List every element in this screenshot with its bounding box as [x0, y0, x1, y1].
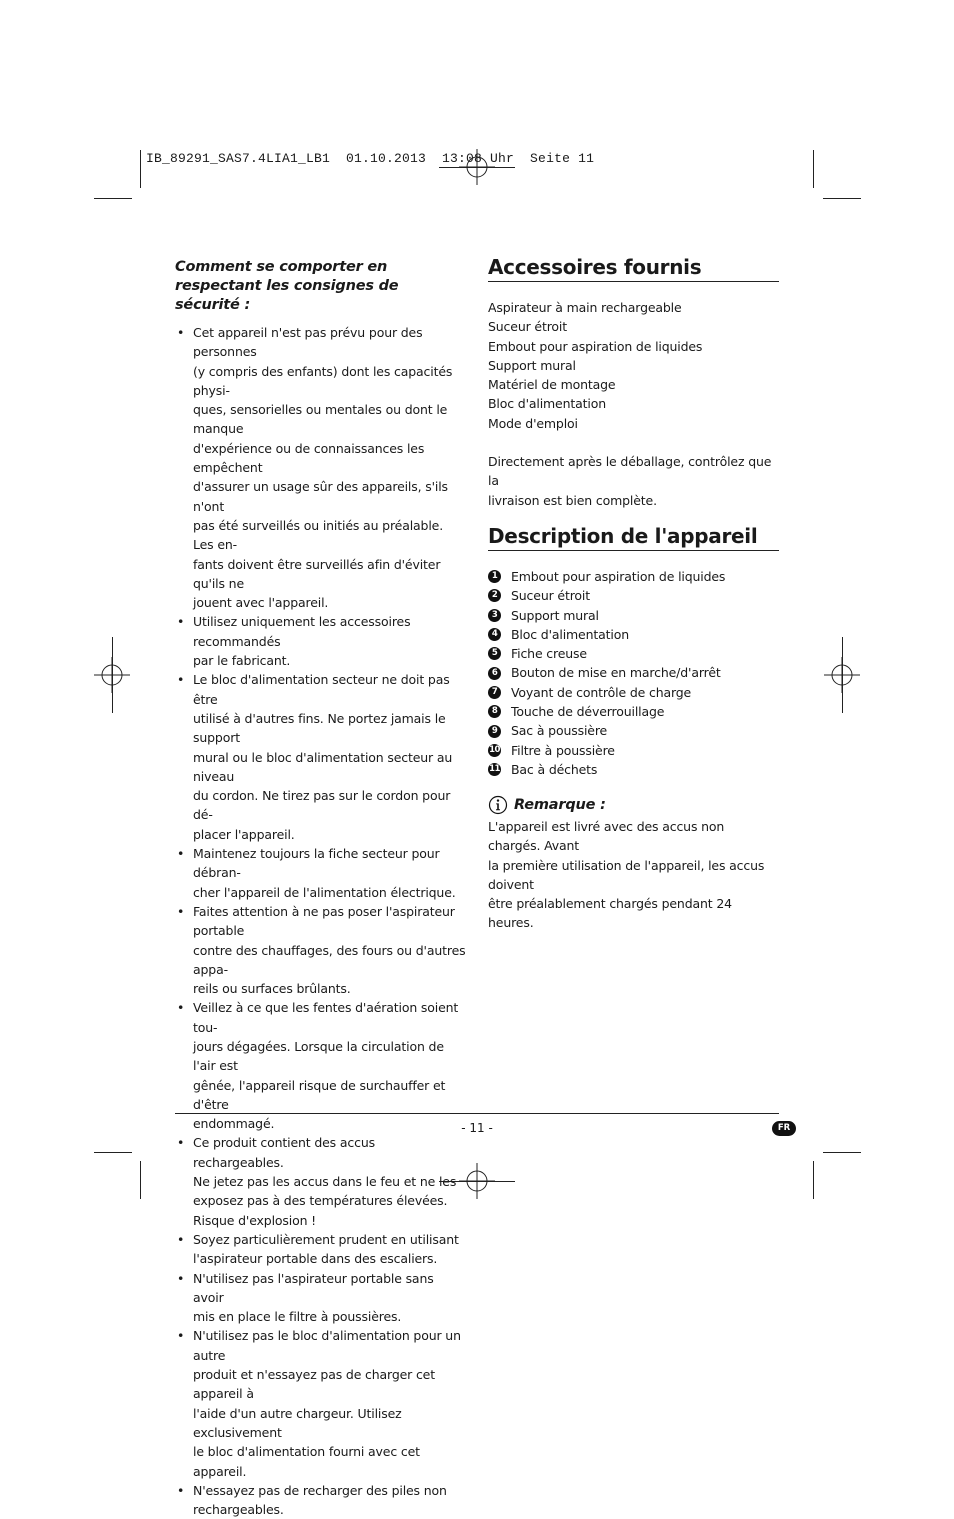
- registration-mark-right: [824, 657, 860, 693]
- list-item: [488, 741, 779, 760]
- list-item: [488, 625, 779, 644]
- number-badge: 7: [488, 686, 501, 699]
- list-item: [488, 702, 779, 721]
- list-item: • N'utilisez pas le bloc d'alimentation pour un autre produit et n'essayez pas de charger cet appareil à l'aide d'un autre chargeur. Utilisez exclusivement le bloc d'alimentation fourni avec cet appareil.: [175, 1326, 467, 1480]
- part-label: Embout pour aspiration de liquides: [511, 569, 726, 584]
- list-item: [488, 663, 779, 682]
- list-item: [488, 644, 779, 663]
- part-label: Filtre à poussière: [511, 742, 615, 758]
- list-item: [488, 567, 779, 586]
- part-label: Voyant de contrôle de charge: [511, 684, 692, 700]
- description-list: [488, 567, 779, 779]
- list-item: • Soyez particulièrement prudent en utilisant l'aspirateur portable dans des escaliers.: [175, 1230, 467, 1269]
- list-item: [488, 606, 779, 625]
- description-title: Description de l'appareil: [488, 523, 779, 551]
- list-item: Suceur étroit: [488, 319, 567, 335]
- list-item: Matériel de montage: [488, 377, 616, 393]
- list-item: Embout pour aspiration de liquides: [488, 338, 703, 354]
- part-label: Bloc d'alimentation: [511, 626, 629, 642]
- number-badge: 6: [488, 667, 501, 680]
- list-item: • Ce produit contient des accus rechargeables. Ne jetez pas les accus dans le feu et ne les exposez pas à des températures élevées. Risque d'explosion !: [175, 1133, 467, 1229]
- list-item: • Le bloc d'alimentation secteur ne doit pas être utilisé à d'autres fins. Ne portez jamais le support mural ou le bloc d'alimentation secteur au niveau du cordon. Ne tirez pas sur le cordon pour dé- placer l'appareil.: [175, 670, 467, 844]
- list-item: [488, 683, 779, 702]
- registration-mark-left: [94, 657, 130, 693]
- list-item: • N'utilisez pas l'aspirateur portable sans avoir mis en place le filtre à poussières.: [175, 1269, 467, 1327]
- crop-mark: [94, 198, 132, 199]
- number-badge: 9: [488, 725, 501, 738]
- accessories-section: [488, 254, 779, 510]
- safety-section: [175, 258, 467, 1519]
- safety-list: [175, 323, 467, 1519]
- part-label: Sac à poussière: [511, 723, 608, 739]
- footer-rule: [175, 1113, 779, 1114]
- remark-title: Remarque :: [514, 797, 606, 813]
- list-item: Mode d'emploi: [488, 415, 578, 431]
- remark-section: [488, 795, 779, 933]
- crop-mark: [813, 150, 814, 188]
- part-label: Suceur étroit: [511, 588, 590, 604]
- part-label: Bac à déchets: [511, 761, 598, 777]
- description-section: [488, 523, 779, 779]
- print-header: IB_89291_SAS7.4LIA1_LB1 01.10.2013 13:08 Uhr Seite 11: [146, 151, 595, 166]
- number-badge: 5: [488, 647, 501, 660]
- part-label: Support mural: [511, 607, 599, 623]
- list-item: [488, 721, 779, 740]
- crop-mark: [813, 1161, 814, 1199]
- remark-text: L'appareil est livré avec des accus non chargés. Avant la première utilisation de l'appareil, les accus doivent être préalablement chargés pendant 24 heures.: [488, 819, 765, 931]
- list-item: • Utilisez uniquement les accessoires recommandés par le fabricant.: [175, 612, 467, 670]
- number-badge: 8: [488, 705, 501, 718]
- crop-mark: [823, 1152, 861, 1153]
- accessories-list: [488, 298, 779, 433]
- crop-mark: [140, 150, 141, 188]
- list-item: [488, 760, 779, 779]
- crop-mark: [94, 1152, 132, 1153]
- list-item: Bloc d'alimentation: [488, 396, 606, 412]
- page-number: - 11 -: [461, 1121, 493, 1135]
- number-badge: 10: [489, 744, 500, 755]
- safety-title: Comment se comporter en respectant les consignes de sécurité :: [175, 259, 399, 313]
- list-item: • N'essayez pas de recharger des piles non rechargeables.: [175, 1481, 467, 1519]
- accessories-title: Accessoires fournis: [488, 254, 779, 282]
- list-item: Aspirateur à main rechargeable: [488, 300, 682, 315]
- part-label: Bouton de mise en marche/d'arrêt: [511, 665, 721, 681]
- accessories-note: Directement après le déballage, contrôlez que la livraison est bien complète.: [488, 454, 772, 508]
- part-label: Touche de déverrouillage: [511, 704, 665, 720]
- language-badge: FR: [772, 1121, 796, 1136]
- list-item: • Maintenez toujours la fiche secteur pour débran- cher l'appareil de l'alimentation électrique.: [175, 844, 467, 902]
- remark-header: [488, 795, 779, 815]
- list-item: [488, 586, 779, 605]
- registration-mark-top: [459, 149, 495, 185]
- number-badge: 4: [488, 628, 501, 641]
- crop-mark: [140, 1161, 141, 1199]
- list-item: • Veillez à ce que les fentes d'aération soient tou- jours dégagées. Lorsque la circulation de l'air est gênée, l'appareil risque de surchauffer et d'être endommagé.: [175, 998, 467, 1133]
- number-badge: 1: [488, 570, 501, 583]
- list-item: Support mural: [488, 357, 576, 373]
- number-badge: 3: [488, 609, 501, 622]
- list-item: • Faites attention à ne pas poser l'aspirateur portable contre des chauffages, des fours ou d'autres appa- reils ou surfaces brûlants.: [175, 902, 467, 998]
- crop-mark: [823, 198, 861, 199]
- info-icon: [488, 795, 508, 815]
- number-badge: 2: [488, 589, 501, 602]
- list-item: • Cet appareil n'est pas prévu pour des personnes (y compris des enfants) dont les capacités physi- ques, sensorielles ou mentales ou dont le manque d'expérience ou de connaissances les empêchent d'assurer un usage sûr des appareils, s'ils n'ont pas été surveillés ou initiés au préalable. Les en- fants doivent être surveillés afin d'éviter qu'ils ne jouent avec l'appareil.: [175, 323, 467, 612]
- number-badge: 11: [489, 764, 500, 775]
- part-label: Fiche creuse: [511, 646, 587, 662]
